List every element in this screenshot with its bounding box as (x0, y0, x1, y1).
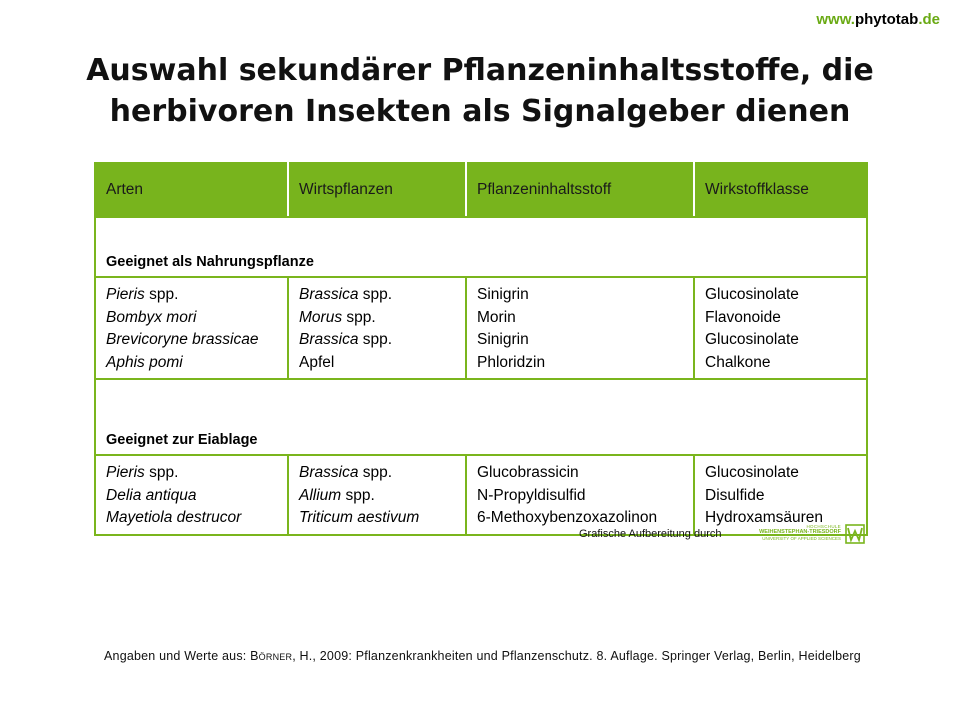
list-item: Aphis pomi (106, 353, 183, 371)
list-item: Glucosinolate (705, 331, 799, 348)
university-mark-icon (845, 524, 865, 544)
source-citation: Angaben und Werte aus: Börner, H., 2009: Pflanzenkrankheiten und Pflanzenschutz. 8. Auflage. Springer Verlag, Berlin, Heidelberg (104, 649, 861, 663)
list-item: Pieris spp. (106, 286, 179, 303)
list-item: Glucobrassicin (477, 464, 579, 481)
cell-wirtspflanzen (288, 455, 466, 535)
list-item: Glucosinolate (705, 286, 799, 303)
list-item: Brevicoryne brassicae (106, 331, 259, 348)
logo-line1: HOCHSCHULE (806, 524, 841, 529)
list-item: Brassica spp. (299, 286, 393, 303)
list-item: Flavonoide (705, 308, 781, 326)
list-item: Disulfide (705, 486, 765, 504)
list-item: Apfel (299, 353, 335, 371)
cell-pflanzeninhaltsstoff (466, 455, 694, 535)
credit (579, 524, 869, 544)
list-item: Phloridzin (477, 353, 546, 371)
logo-line3: UNIVERSITY OF APPLIED SCIENCES (762, 536, 841, 541)
list-item: Sinigrin (477, 331, 529, 348)
site-url-tld: .de (918, 11, 940, 28)
list-item: Pieris spp. (106, 464, 179, 481)
list-item: N-Propyldisulfid (477, 486, 586, 504)
table-row (95, 277, 867, 379)
cell-pflanzeninhaltsstoff (466, 277, 694, 379)
list-item: Brassica spp. (299, 331, 393, 348)
list-item: Hydroxamsäuren (705, 509, 824, 526)
source-author: Börner (250, 649, 293, 663)
list-item: Delia antiqua (106, 486, 197, 504)
list-item: Morin (477, 308, 516, 326)
section-row-eiablage (95, 379, 867, 455)
list-item: Bombyx mori (106, 308, 197, 326)
list-item: Chalkone (705, 353, 771, 371)
section-row-nahrungspflanze (95, 217, 867, 277)
page-title-line2: herbivoren Insekten als Signalgeber dienen (109, 94, 851, 129)
cell-wirtspflanzen (288, 277, 466, 379)
table-row (95, 455, 867, 535)
university-logo (751, 524, 866, 544)
cell-wirkstoffklasse (694, 277, 867, 379)
list-item: Triticum aestivum (299, 509, 420, 526)
list-item: Mayetiola destrucor (106, 509, 242, 526)
list-item: Allium spp. (299, 486, 375, 504)
section-label: Geeignet zur Eiablage (95, 379, 867, 455)
list-item: Morus spp. (299, 308, 376, 326)
cell-arten (95, 277, 288, 379)
page-title-line1: Auswahl sekundärer Pflanzeninhaltsstoffe, die (86, 53, 874, 88)
cell-wirkstoffklasse (694, 455, 867, 535)
header-pflanzeninhaltsstoff: Pflanzeninhaltsstoff (466, 163, 694, 217)
list-item: Brassica spp. (299, 464, 393, 481)
site-url-name: phytotab (854, 11, 919, 28)
page-title (0, 50, 960, 132)
logo-line2: WEIHENSTEPHAN-TRIESDORF (759, 529, 841, 535)
header-arten: Arten (95, 163, 288, 217)
section-label: Geeignet als Nahrungspflanze (95, 217, 867, 277)
site-url-prefix: www. (816, 11, 855, 28)
header-wirkstoffklasse: Wirkstoffklasse (694, 163, 867, 217)
site-url[interactable] (816, 11, 940, 28)
cell-arten (95, 455, 288, 535)
list-item: Sinigrin (477, 286, 529, 303)
compounds-table (94, 162, 868, 536)
header-wirtspflanzen: Wirtspflanzen (288, 163, 466, 217)
credit-text: Grafische Aufbereitung durch (579, 528, 722, 540)
list-item: 6-Methoxybenzoxazolinon (477, 509, 658, 526)
list-item: Glucosinolate (705, 464, 799, 481)
table-header-row (95, 163, 867, 217)
